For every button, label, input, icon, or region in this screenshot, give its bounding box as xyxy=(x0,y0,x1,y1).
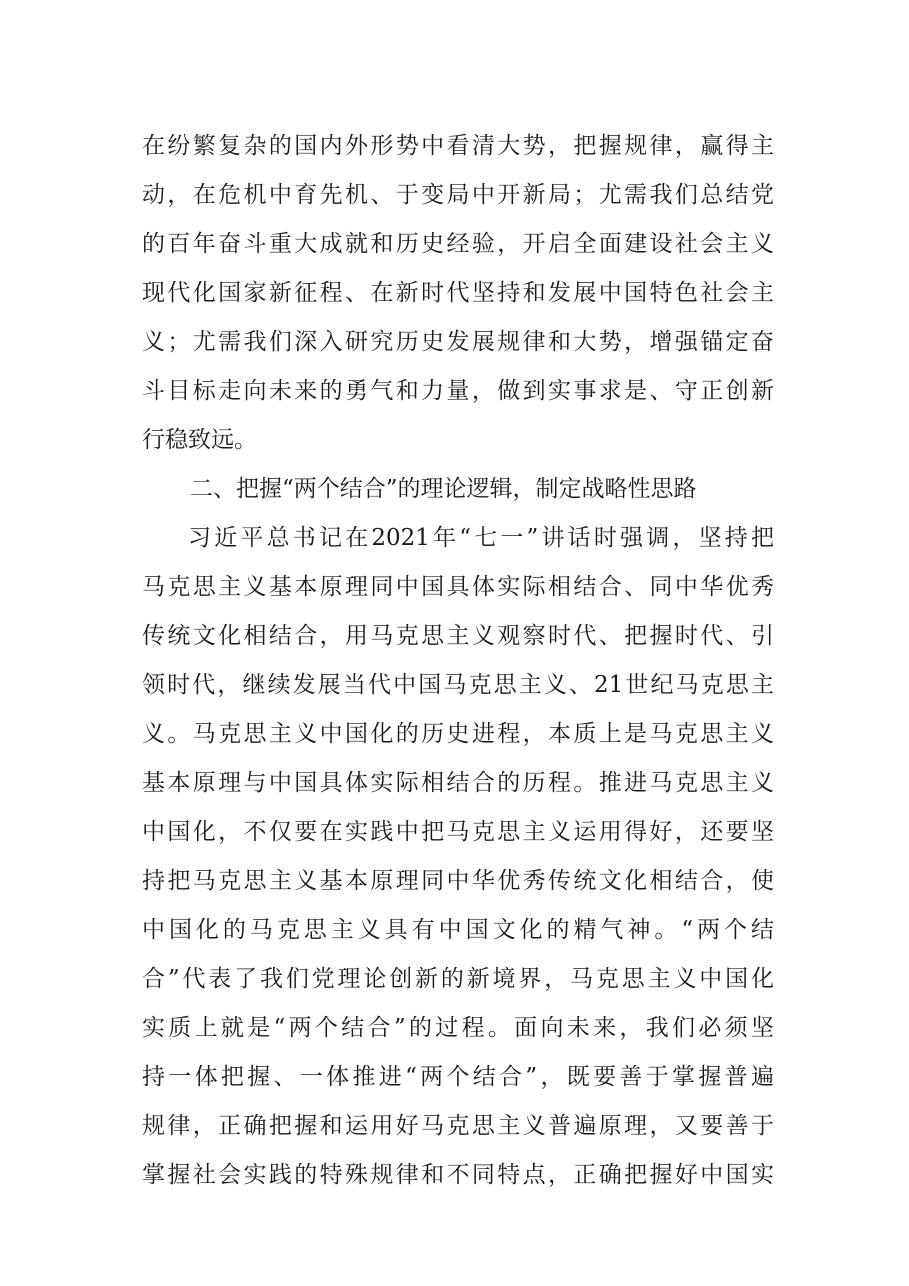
text-line: 掌握社会实践的特殊规律和不同特点，正确把握好中国实 xyxy=(142,1162,774,1188)
text-line: 义；尤需我们深入研究历史发展规律和大势，增强锚定奋 xyxy=(142,329,774,355)
text-line: 斗目标走向未来的勇气和力量，做到实事求是、守正创新 xyxy=(142,378,774,404)
text-line: 合”代表了我们党理论创新的新境界，马克思主义中国化 xyxy=(142,966,774,992)
text-line: 马克思主义基本原理同中国具体实际相结合、同中华优秀 xyxy=(142,574,774,600)
text-line: 传统文化相结合，用马克思主义观察时代、把握时代、引 xyxy=(142,623,774,649)
text-line: 基本原理与中国具体实际相结合的历程。推进马克思主义 xyxy=(142,770,774,796)
text-line: 持一体把握、一体推进“两个结合”，既要善于掌握普遍 xyxy=(142,1064,774,1090)
text-line: 中国化的马克思主义具有中国文化的精气神。“两个结 xyxy=(142,917,774,943)
text-line: 的百年奋斗重大成就和历史经验，开启全面建设社会主义 xyxy=(142,231,774,257)
text-line: 习近平总书记在2021年“七一”讲话时强调，坚持把 xyxy=(188,525,774,551)
text-line: 规律，正确把握和运用好马克思主义普遍原理，又要善于 xyxy=(142,1113,774,1139)
text-line: 行稳致远。 xyxy=(142,427,257,453)
text-line: 现代化国家新征程、在新时代坚持和发展中国特色社会主 xyxy=(142,280,774,306)
text-line: 在纷繁复杂的国内外形势中看清大势，把握规律，赢得主 xyxy=(142,133,774,159)
text-line: 领时代，继续发展当代中国马克思主义、21世纪马克思主 xyxy=(142,672,774,698)
text-line: 实质上就是“两个结合”的过程。面向未来，我们必须坚 xyxy=(142,1015,774,1041)
text-line: 持把马克思主义基本原理同中华优秀传统文化相结合，使 xyxy=(142,868,774,894)
section-heading: 二、把握“两个结合”的理论逻辑，制定战略性思路 xyxy=(190,476,697,502)
text-line: 动，在危机中育先机、于变局中开新局；尤需我们总结党 xyxy=(142,182,774,208)
text-line: 中国化，不仅要在实践中把马克思主义运用得好，还要坚 xyxy=(142,819,774,845)
text-line: 义。马克思主义中国化的历史进程，本质上是马克思主义 xyxy=(142,721,774,747)
